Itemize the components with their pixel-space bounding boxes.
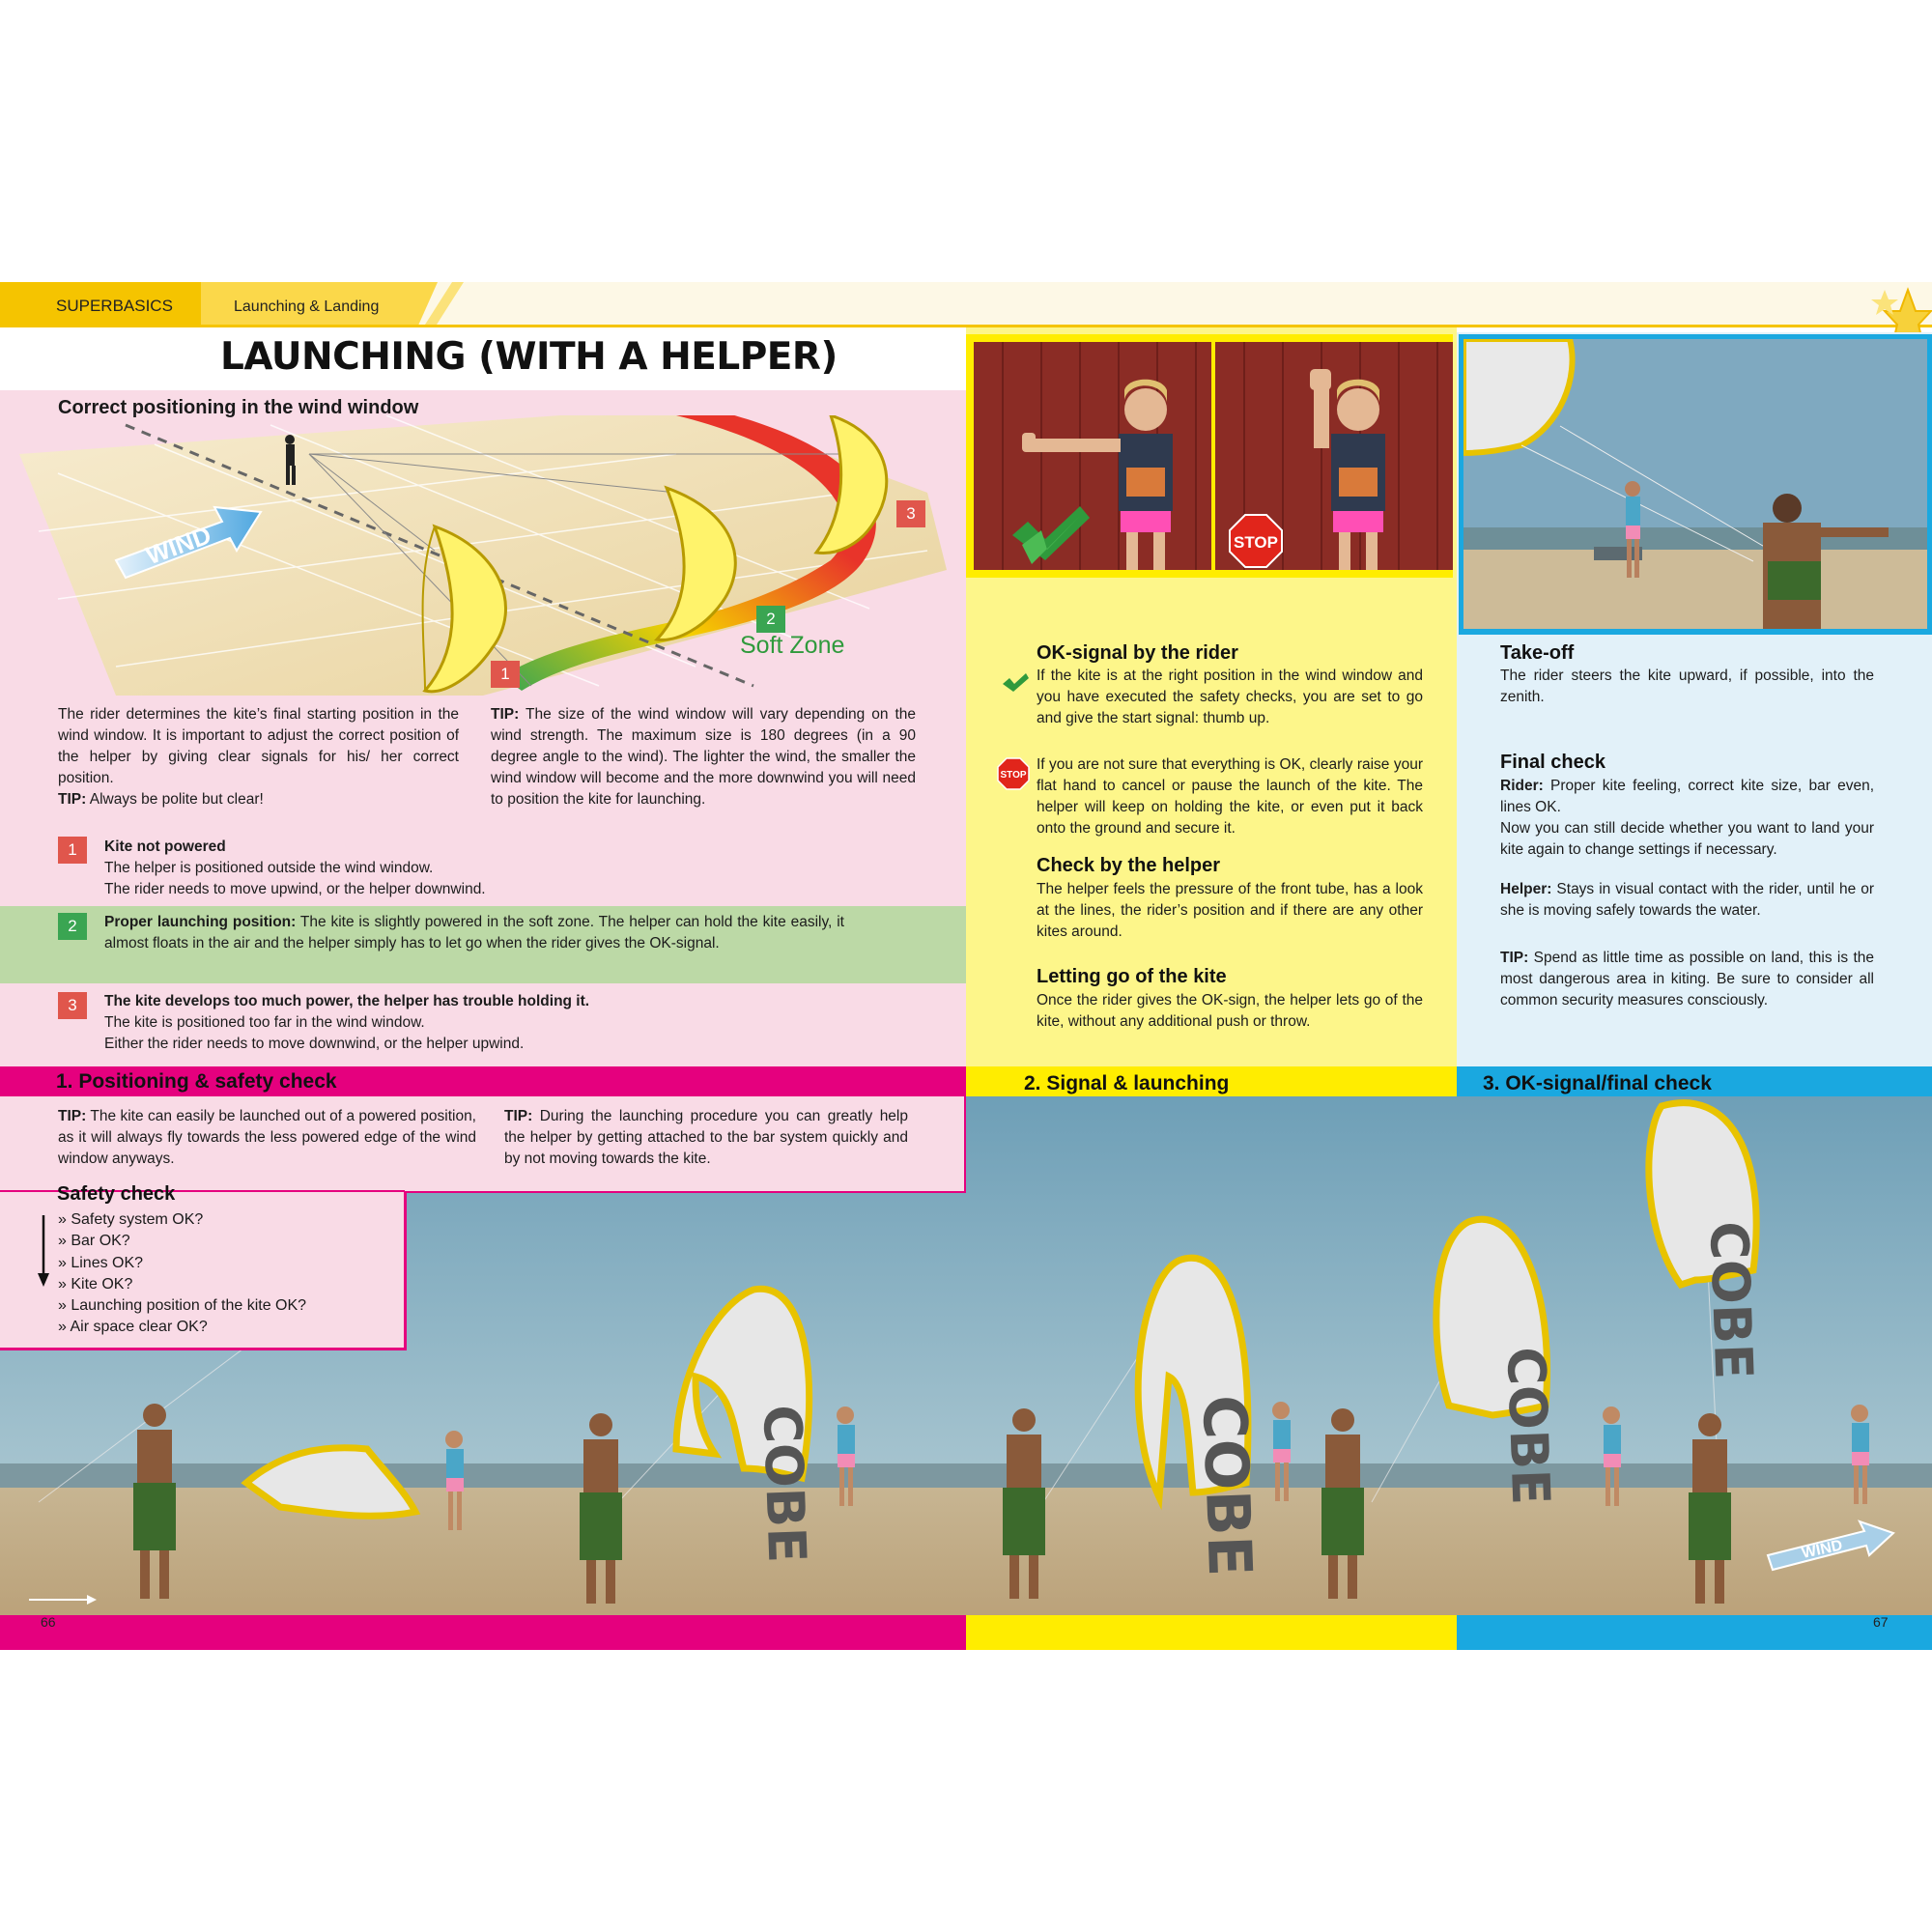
checkmark-icon (1001, 672, 1030, 694)
tip-label: TIP: (504, 1108, 533, 1124)
position-3-text2: Either the rider needs to move downwind, or the helper upwind. (104, 1036, 525, 1052)
section-2-title: 2. Signal & launching (1024, 1072, 1230, 1094)
intro-left-text: The rider determines the kite’s final starting position in the wind window. It is important to adjust the correct position of the helper by giving clear signals for his/ her correct position. (58, 706, 459, 786)
diagram-heading: Correct positioning in the wind window (58, 397, 419, 418)
helper-final-text: Stays in visual contact with the rider, until he or she is moving safely towards the water. (1500, 881, 1874, 919)
position-2 (104, 912, 844, 954)
section-bar-2 (966, 1066, 1457, 1096)
safety-item: » Kite OK? (58, 1275, 133, 1293)
safety-check-heading: Safety check (57, 1183, 176, 1205)
position-1-title: Kite not powered (104, 838, 226, 855)
page-number-left: 66 (41, 1614, 56, 1630)
stop-sign-small-icon (997, 757, 1030, 790)
takeoff-photo (1463, 339, 1927, 629)
safety-item: » Lines OK? (58, 1254, 144, 1271)
intro-right-tip: The size of the wind window will vary depending on the wind strength. The maximum size is 180 degrees (in a 90 degree angle to the wind). The lighter the wind, the smaller the wind window will become and the more downwind you will need to position the kite for launching. (491, 706, 916, 808)
final-tip (1500, 948, 1874, 1011)
soft-zone-label: Soft Zone (740, 632, 845, 659)
safety-item: » Launching position of the kite OK? (58, 1297, 307, 1315)
stop-text: If you are not sure that everything is OK, clearly raise your flat hand to cancel or pause the launch of the kite. The helper will keep on holding the kite, or even put it back onto the ground and secure it. (1037, 756, 1423, 837)
position-3-number: 3 (58, 992, 87, 1019)
section-label: SUPERBASICS (56, 297, 173, 315)
tip-label: TIP: (491, 706, 520, 723)
position-3 (104, 991, 916, 1055)
intro-left (58, 704, 459, 810)
marker-2: 2 (756, 606, 785, 633)
section-bar-3 (1457, 1066, 1932, 1096)
letgo-heading: Letting go of the kite (1037, 966, 1227, 987)
rider-check (1500, 776, 1874, 861)
intro-left-tip: Always be polite but clear! (89, 791, 264, 808)
rider-check-text2: Now you can still decide whether you want to land your kite again to change settings if necessary. (1500, 820, 1874, 858)
position-3-title: The kite develops too much power, the helper has trouble holding it. (104, 993, 590, 1009)
ok-signal-illustration (974, 342, 1211, 570)
checkmark-icon (1012, 506, 1090, 564)
takeoff-heading: Take-off (1500, 642, 1575, 664)
helper-check-heading: Check by the helper (1037, 855, 1221, 876)
svg-text:COBE: COBE (1188, 1393, 1266, 1578)
page-title: LAUNCHING (WITH A HELPER) (220, 335, 838, 379)
position-3-text: The kite is positioned too far in the wind window. (104, 1014, 425, 1031)
page-number-right: 67 (1873, 1614, 1889, 1630)
marker-3: 3 (896, 500, 925, 527)
bottom-tip-2-text: During the launching procedure you can greatly help the helper by getting attached to the bar system quickly and by not moving towards the kite. (504, 1108, 908, 1167)
rider-label: Rider: (1500, 778, 1544, 794)
bottom-tip-1-text: The kite can easily be launched out of a powered position, as it will always fly towards the less powered edge of the wind window anyways. (58, 1108, 476, 1167)
helper-check-text: The helper feels the pressure of the front tube, has a look at the lines, the rider’s position and if there are any other kites around. (1037, 881, 1423, 940)
ok-signal-heading: OK-signal by the rider (1037, 642, 1238, 664)
svg-text:STOP: STOP (1234, 533, 1278, 552)
footer-bar-right (1457, 1615, 1932, 1650)
position-1-text: The helper is positioned outside the wind window. (104, 860, 434, 876)
section-1-title: 1. Positioning & safety check (56, 1070, 337, 1093)
svg-text:COBE: COBE (1697, 1220, 1765, 1380)
safety-item: » Safety system OK? (58, 1211, 204, 1228)
position-1-text2: The rider needs to move upwind, or the helper downwind. (104, 881, 486, 897)
svg-text:STOP: STOP (1000, 770, 1027, 781)
safety-check-list (58, 1209, 306, 1339)
position-2-number: 2 (58, 913, 87, 940)
position-1 (104, 837, 916, 900)
safety-item: » Bar OK? (58, 1233, 130, 1250)
rider-check-text: Proper kite feeling, correct kite size, bar even, lines OK. (1500, 778, 1875, 815)
footer-bar-left (0, 1615, 966, 1650)
intro-right (491, 704, 916, 810)
position-2-text: The kite is slightly powered in the soft zone. The helper can hold the kite easily, it almost floats in the air and the helper simply has to let go when the rider gives the OK-signal. (104, 914, 844, 952)
ok-signal-text: If the kite is at the right position in the wind window and you have executed the safety checks, you are set to go and give the start signal: thumb up. (1037, 668, 1423, 726)
svg-text:WIND: WIND (1800, 1537, 1844, 1562)
helper-label: Helper: (1500, 881, 1552, 897)
helper-final (1500, 879, 1874, 922)
takeoff-text: The rider steers the kite upward, if possible, into the zenith. (1500, 668, 1874, 705)
arrow-down-icon (37, 1215, 50, 1287)
takeoff-illustration (1463, 339, 1927, 629)
marker-1: 1 (491, 661, 520, 688)
subsection-label: Launching & Landing (234, 298, 380, 315)
letgo-text: Once the rider gives the OK-sign, the helper lets go of the kite, without any additional push or throw. (1037, 992, 1423, 1030)
stop-sign-icon (1229, 514, 1283, 568)
position-1-number: 1 (58, 837, 87, 864)
svg-text:WIND: WIND (142, 520, 215, 571)
svg-text:COBE: COBE (751, 1404, 818, 1564)
safety-item: » Air space clear OK? (58, 1319, 208, 1336)
tip-label: TIP: (1500, 950, 1529, 966)
final-check-heading: Final check (1500, 752, 1605, 773)
footer-bar-middle (966, 1615, 1457, 1650)
final-tip-text: Spend as little time as possible on land, this is the most dangerous area in kiting. Be sure to consider all common security measures consciously. (1500, 950, 1874, 1009)
bottom-tip-1 (58, 1106, 476, 1170)
page-title-box (0, 327, 966, 390)
svg-text:COBE: COBE (1494, 1346, 1562, 1506)
ok-signal-photo (974, 342, 1211, 570)
tip-label: TIP: (58, 791, 87, 808)
tip-label: TIP: (58, 1108, 87, 1124)
bottom-tip-2 (504, 1106, 908, 1170)
position-2-title: Proper launching position: (104, 914, 297, 930)
section-3-title: 3. OK-signal/final check (1483, 1072, 1712, 1094)
section-bar-1 (0, 1066, 966, 1096)
